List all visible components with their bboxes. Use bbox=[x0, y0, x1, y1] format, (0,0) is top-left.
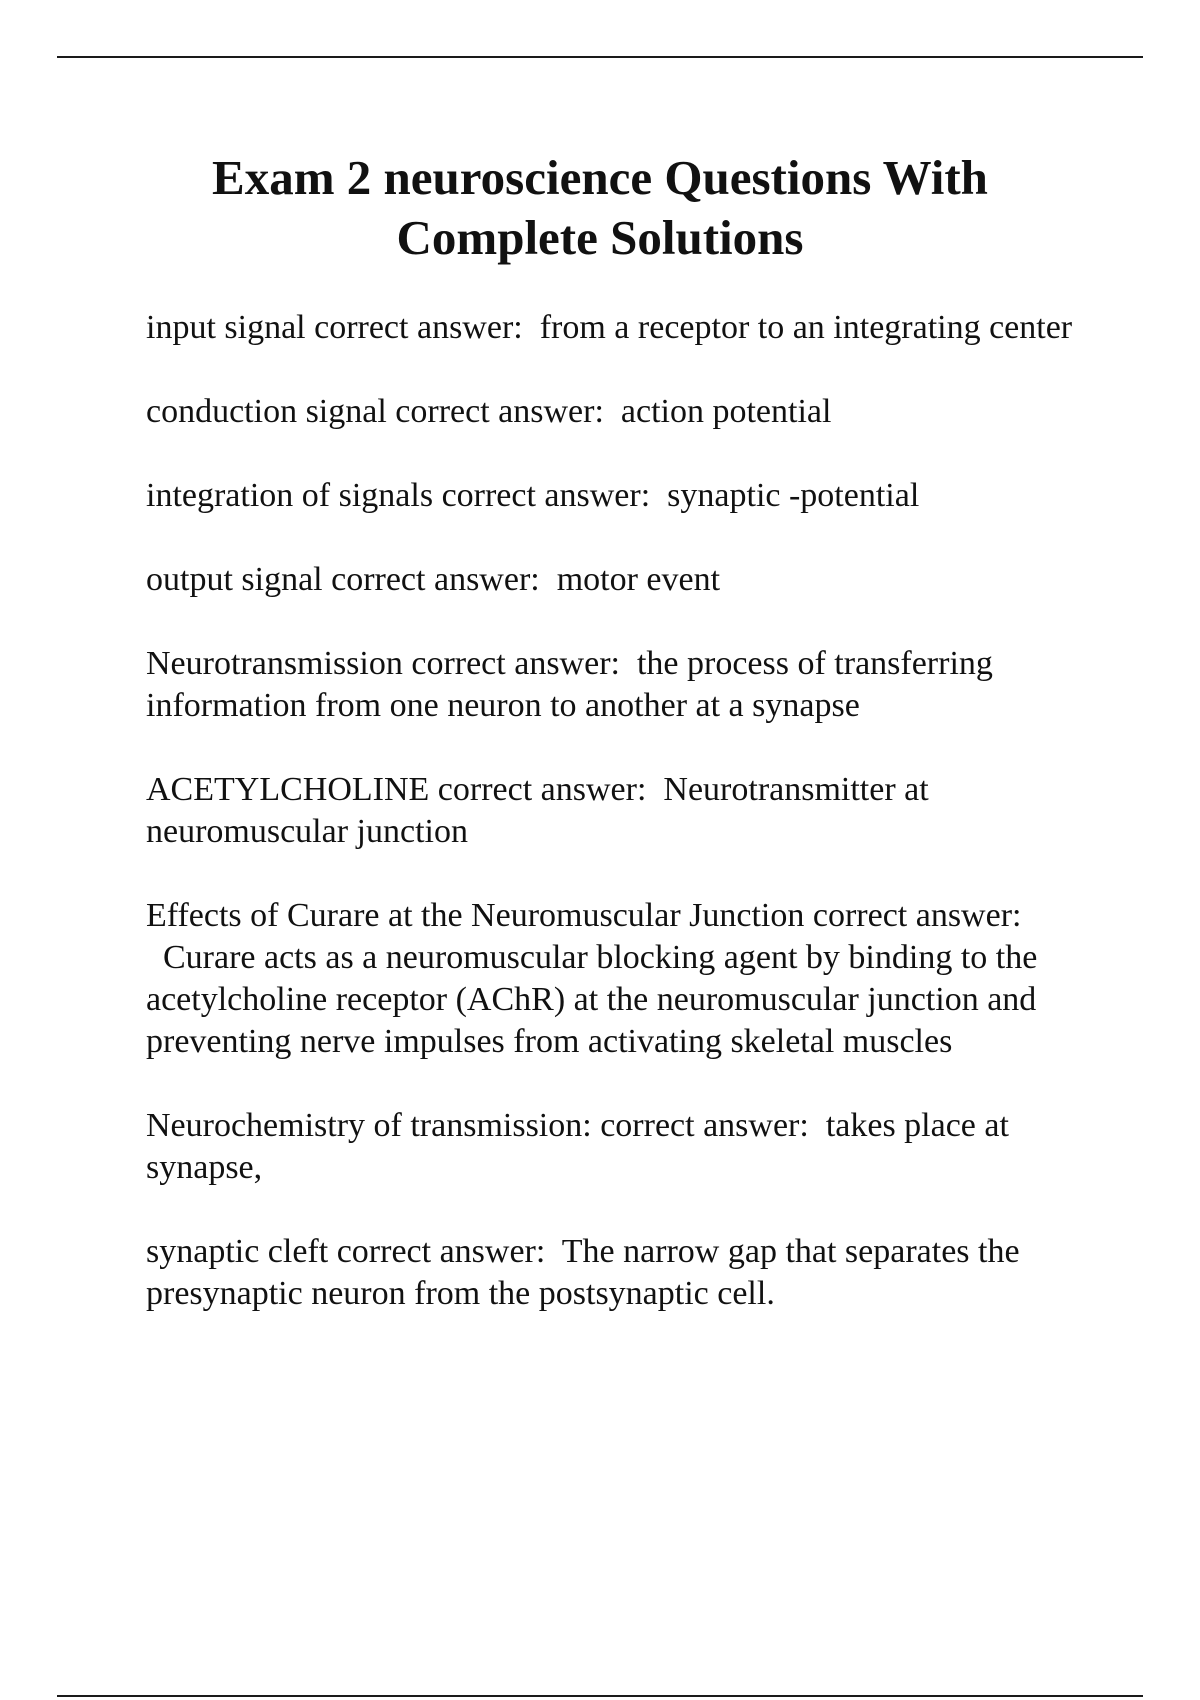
qa-term: ACETYLCHOLINE bbox=[146, 771, 430, 808]
bottom-rule bbox=[57, 1695, 1143, 1697]
qa-label: correct answer: bbox=[812, 897, 1022, 934]
qa-term: output signal bbox=[146, 561, 323, 598]
qa-item bbox=[146, 769, 1106, 853]
qa-item bbox=[146, 643, 1106, 727]
qa-term: conduction signal bbox=[146, 393, 387, 430]
qa-list bbox=[146, 307, 1106, 1357]
qa-term: Neurochemistry of transmission: bbox=[146, 1107, 592, 1144]
qa-answer: synaptic -potential bbox=[667, 477, 920, 514]
qa-label: correct answer: bbox=[395, 393, 604, 430]
qa-term: synaptic cleft bbox=[146, 1233, 329, 1270]
qa-term: input signal bbox=[146, 309, 306, 346]
qa-item bbox=[146, 1105, 1106, 1189]
page-title: Exam 2 neuroscience Questions With Complete Solutions bbox=[212, 150, 988, 265]
qa-item bbox=[146, 895, 1106, 1063]
qa-item bbox=[146, 307, 1106, 349]
qa-label: correct answer: bbox=[441, 477, 651, 514]
top-rule bbox=[57, 56, 1143, 58]
qa-answer: motor event bbox=[556, 561, 721, 598]
qa-answer: Curare acts as a neuromuscular blocking agent by binding to the acetylcholine receptor (AChR) at the neuromuscular junction and preventing nerve impulses from activating skeletal muscles bbox=[146, 939, 1038, 1060]
qa-answer: Neurotransmitter at neuromuscular junction bbox=[146, 771, 929, 850]
qa-label: correct answer: bbox=[600, 1107, 809, 1144]
qa-term: Effects of Curare at the Neuromuscular Junction bbox=[146, 897, 805, 934]
qa-answer: The narrow gap that separates the presynaptic neuron from the postsynaptic cell. bbox=[146, 1233, 1020, 1312]
qa-label: correct answer: bbox=[411, 645, 620, 682]
qa-answer: action potential bbox=[620, 393, 832, 430]
qa-answer: takes place at synapse, bbox=[146, 1107, 1009, 1186]
qa-item bbox=[146, 391, 1106, 433]
qa-answer: from a receptor to an integrating center bbox=[539, 309, 1073, 346]
qa-answer: the process of transferring information from one neuron to another at a synapse bbox=[146, 645, 993, 724]
qa-label: correct answer: bbox=[437, 771, 647, 808]
qa-term: integration of signals bbox=[146, 477, 434, 514]
qa-label: correct answer: bbox=[336, 1233, 546, 1270]
qa-term: Neurotransmission bbox=[146, 645, 403, 682]
qa-item bbox=[146, 1231, 1106, 1315]
qa-item bbox=[146, 475, 1106, 517]
qa-label: correct answer: bbox=[314, 309, 523, 346]
qa-item bbox=[146, 559, 1106, 601]
qa-label: correct answer: bbox=[331, 561, 540, 598]
